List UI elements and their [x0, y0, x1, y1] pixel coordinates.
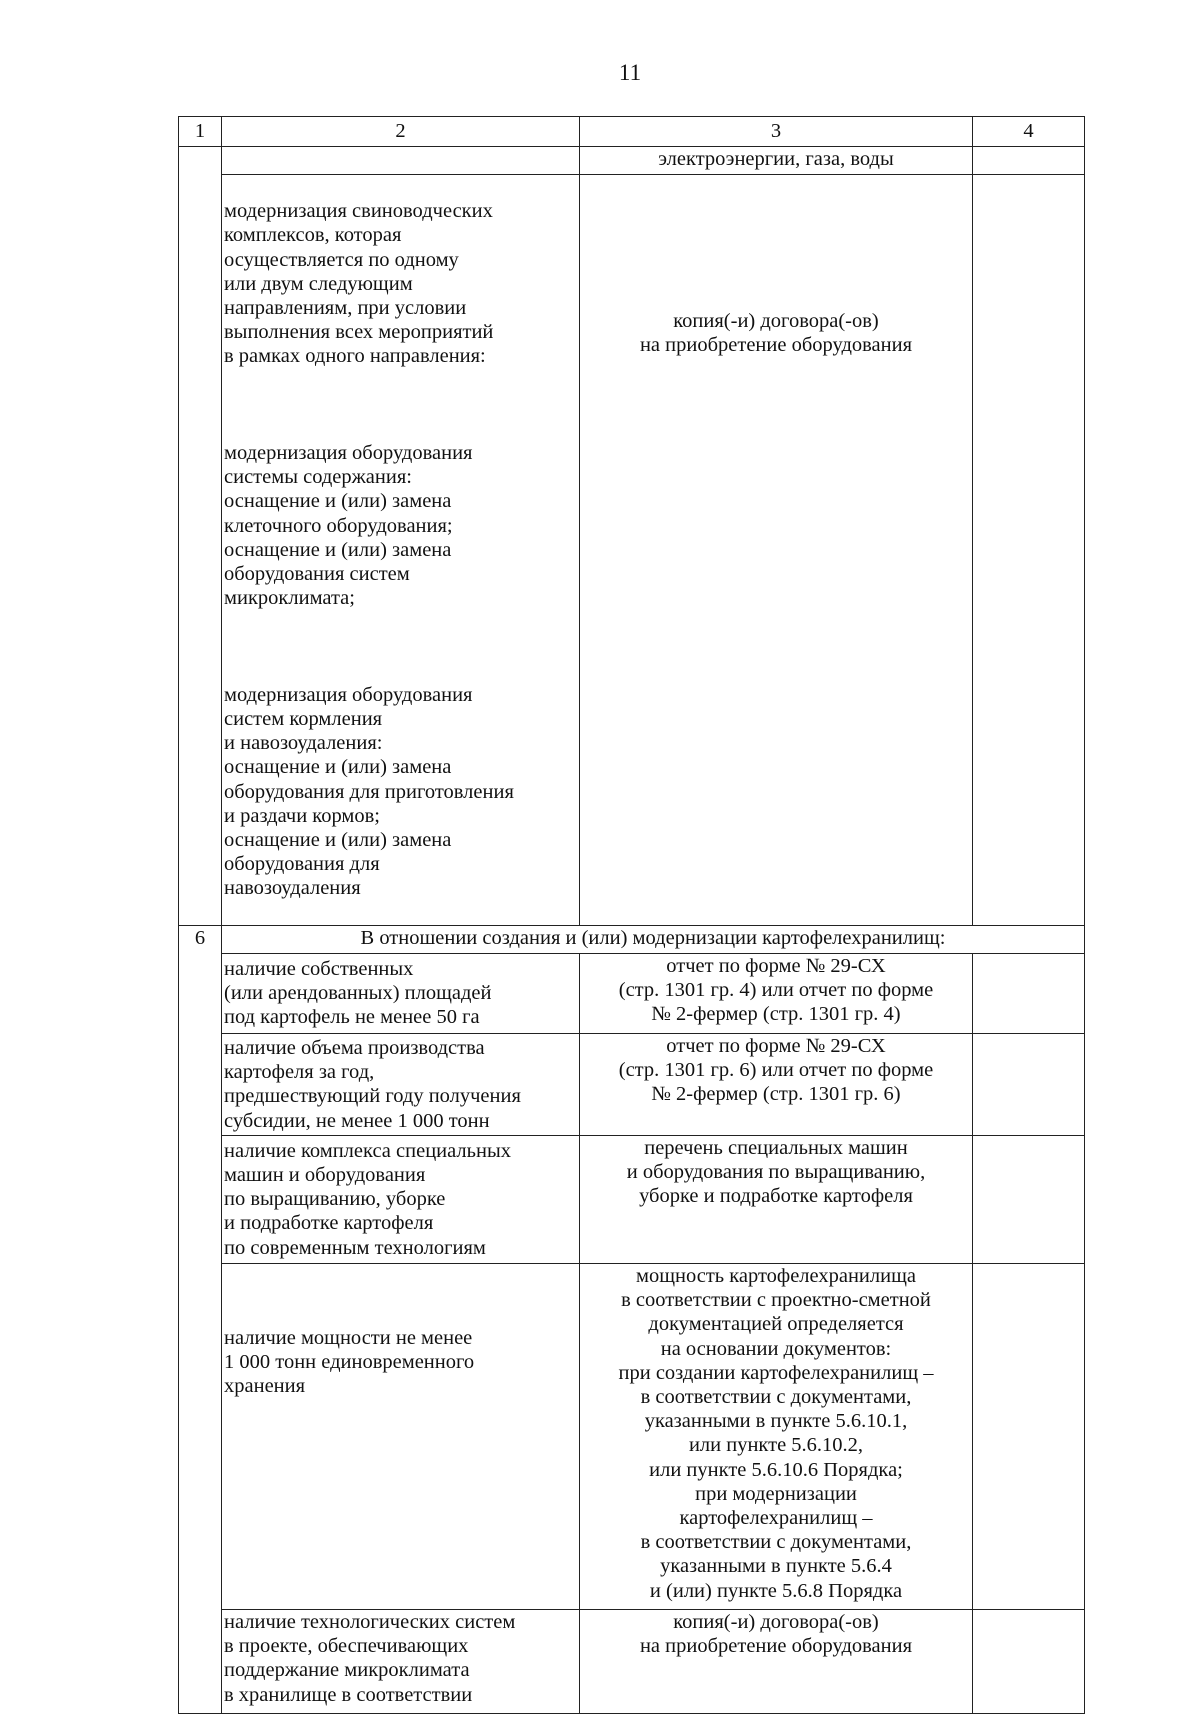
table-row	[179, 1263, 1085, 1609]
requirement-cell: наличие объема производства картофеля за год, предшествующий году получения субсидии, не менее 1 000 тонн	[222, 1033, 580, 1135]
document-cell: мощность картофелехранилища в соответствии с проектно-сметной документацией определяется на основании документов: при создании картофелехранилищ – в соответствии с документами, указанными в пункте 5.6.10.1, или пункте 5.6.10.2, или пункте 5.6.10.6 Порядка; при модернизации картофелехранилищ – в соответствии с документами, указанными в пункте 5.6.4 и (или) пункте 5.6.8 Порядка	[580, 1263, 973, 1609]
table-row	[179, 175, 1085, 926]
table-header-row	[179, 117, 1085, 147]
table-row	[179, 147, 1085, 175]
requirements-table	[178, 116, 1085, 1714]
table-row	[179, 1609, 1085, 1713]
note-cell	[973, 1609, 1085, 1713]
note-cell	[973, 1033, 1085, 1135]
requirement-cell: наличие комплекса специальных машин и оборудования по выращиванию, уборке и подработке картофеля по современным технологиям	[222, 1135, 580, 1263]
requirement-cell	[222, 147, 580, 175]
note-cell	[973, 1135, 1085, 1263]
requirement-cell	[222, 175, 580, 926]
header-cell-1: 1	[179, 117, 222, 147]
section-number: 6	[179, 925, 222, 1713]
requirement-cell: наличие собственных (или арендованных) площадей под картофель не менее 50 га	[222, 953, 580, 1033]
requirement-cell: наличие мощности не менее 1 000 тонн единовременного хранения	[222, 1263, 580, 1609]
table-row	[179, 953, 1085, 1033]
requirement-block-feeding: модернизация оборудования систем кормления и навозоудаления: оснащение и (или) замена оборудования для приготовления и раздачи кормов; оснащение и (или) замена оборудования для навозоудаления	[224, 683, 514, 900]
section-heading: В отношении создания и (или) модернизации картофелехранилищ:	[222, 925, 1085, 953]
document-cell: отчет по форме № 29-СХ (стр. 1301 гр. 4) или отчет по форме № 2-фермер (стр. 1301 гр. 4)	[580, 953, 973, 1033]
note-cell	[973, 175, 1085, 926]
note-cell	[973, 1263, 1085, 1609]
note-cell	[973, 953, 1085, 1033]
document-cell: электроэнергии, газа, воды	[580, 147, 973, 175]
document-cell: копия(-и) договора(-ов) на приобретение оборудования	[580, 1609, 973, 1713]
number-cell-empty	[179, 147, 222, 926]
page-number: 11	[618, 60, 642, 85]
document-cell	[580, 175, 973, 926]
document-text: копия(-и) договора(-ов) на приобретение оборудования	[639, 310, 913, 357]
requirement-block-housing: модернизация оборудования системы содержания: оснащение и (или) замена клеточного оборудования; оснащение и (или) замена оборудования систем микроклимата;	[224, 442, 473, 610]
section-heading-row	[179, 925, 1085, 953]
table-row	[179, 1135, 1085, 1263]
document-cell: перечень специальных машин и оборудования по выращиванию, уборке и подработке картофеля	[580, 1135, 973, 1263]
header-cell-3: 3	[580, 117, 973, 147]
note-cell	[973, 147, 1085, 175]
header-cell-2: 2	[222, 117, 580, 147]
requirement-block-intro: модернизация свиноводческих комплексов, которая осуществляется по одному или двум следующим направлениям, при условии выполнения всех мероприятий в рамках одного направления:	[224, 200, 494, 368]
table-row	[179, 1033, 1085, 1135]
document-cell: отчет по форме № 29-СХ (стр. 1301 гр. 6) или отчет по форме № 2-фермер (стр. 1301 гр. 6)	[580, 1033, 973, 1135]
header-cell-4: 4	[973, 117, 1085, 147]
requirement-cell: наличие технологических систем в проекте, обеспечивающих поддержание микроклимата в хранилище в соответствии	[222, 1609, 580, 1713]
